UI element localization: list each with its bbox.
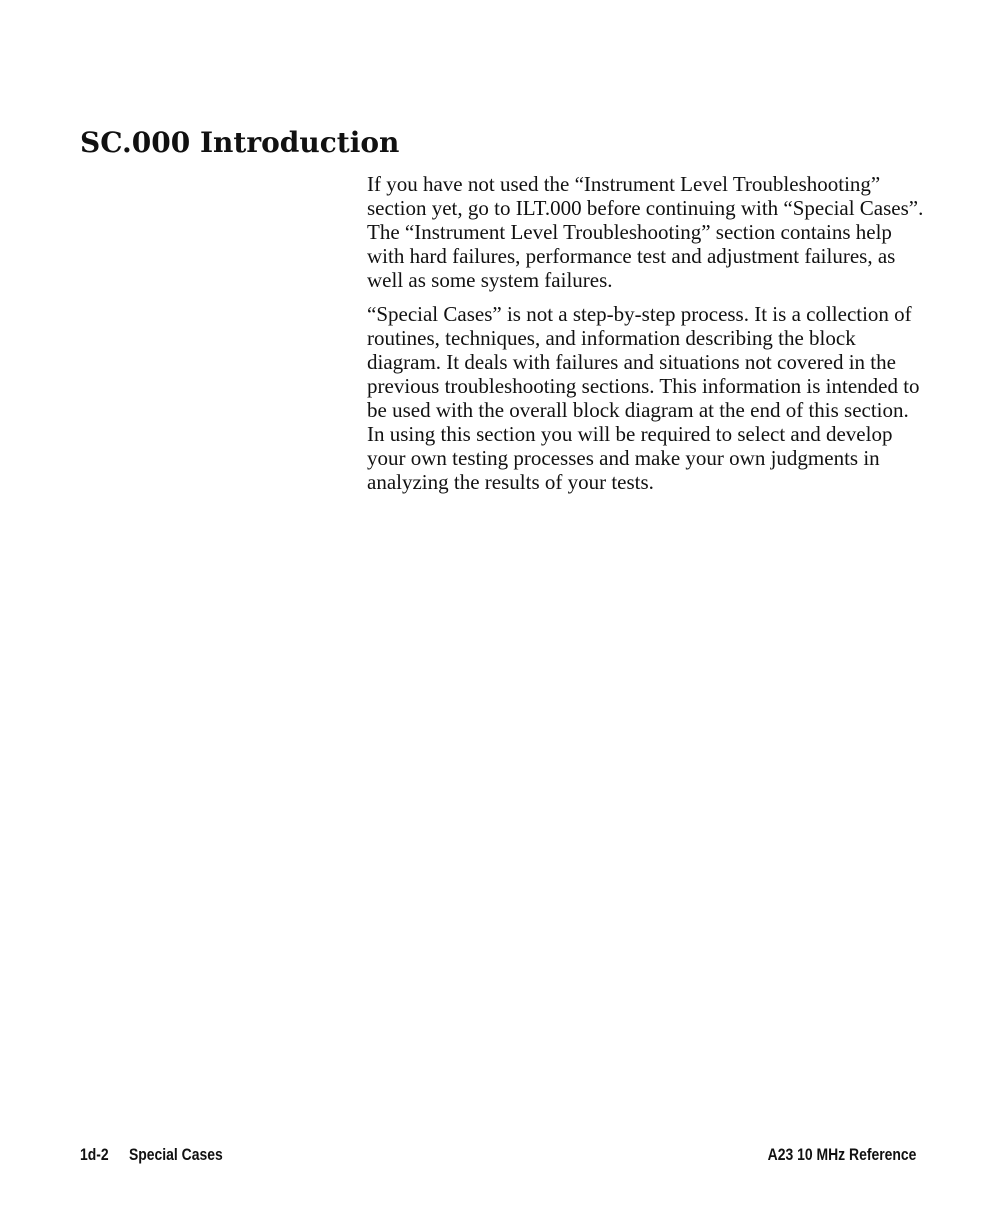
body-text — [367, 172, 927, 504]
paragraph-special-cases: “Special Cases” is not a step-by-step process. It is a collection of routines, techniques, and information describing the block diagram. It deals with failures and situations not covered in the previous troubleshooting sections. This information is intended to be used with the overall block diagram at the end of this section. In using this section you will be required to select and develop your own testing processes and make your own judgments in analyzing the results of your tests. — [367, 302, 920, 494]
footer-section-name: Special Cases — [128, 1145, 223, 1164]
footer-page-number: 1d-2 — [80, 1145, 109, 1164]
footer-right-title: A23 10 MHz Reference — [767, 1145, 916, 1164]
paragraph-intro: If you have not used the “Instrument Level Troubleshooting” section yet, go to ILT.000 before continuing with “Special Cases”. The “Instrument Level Troubleshooting” section contains help with hard failures, performance test and adjustment failures, as well as some system failures. — [367, 172, 924, 292]
footer-left — [80, 1144, 223, 1166]
page-heading: SC.000 Introduction — [80, 126, 400, 159]
